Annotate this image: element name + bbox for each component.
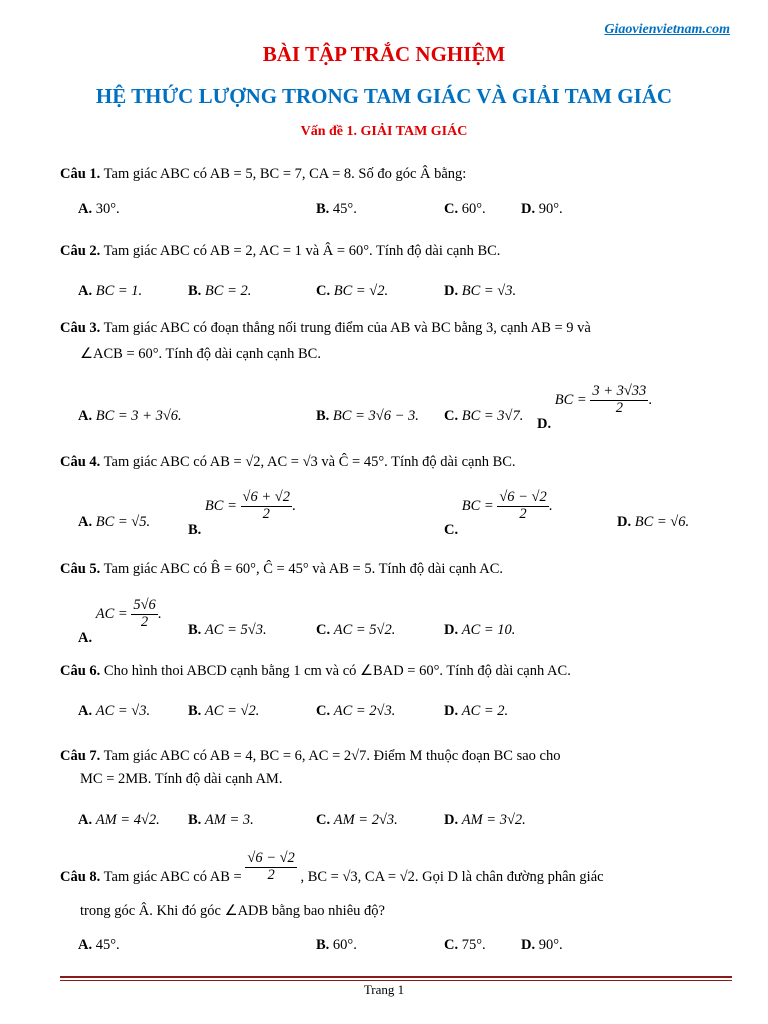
website-link[interactable]: Giaovienvietnam.com [604, 22, 730, 37]
question-4-stem [60, 454, 516, 471]
q1-option-b: B. 45°. [316, 201, 357, 217]
question-7-label: Câu 7. [60, 748, 101, 764]
question-8-text-line2: trong góc Â. Khi đó góc ∠ADB bằng bao nhiêu độ? [80, 903, 385, 919]
question-1-text: Tam giác ABC có AB = 5, BC = 7, CA = 8. Số đo góc Â bằng: [103, 166, 467, 182]
q8-option-a: A. 45°. [78, 937, 120, 953]
q6-option-c: C. AC = 2√3. [316, 703, 396, 719]
question-2-label: Câu 2. [60, 243, 101, 259]
question-8-fraction: $\frac{√6 - √2}{2}$ [247, 850, 295, 883]
page-subtitle: HỆ THỨC LƯỢNG TRONG TAM GIÁC VÀ GIẢI TAM GIÁC [95, 84, 673, 108]
question-7-stem [60, 748, 560, 765]
q4-option-c-fraction: $\frac{√6 - √2}{2}$ [499, 489, 547, 522]
question-3-text-line2: ∠ACB = 60°. Tính độ dài cạnh cạnh BC. [80, 346, 321, 362]
q6-option-b: B. AC = √2. [188, 703, 260, 719]
q2-option-b: B. BC = 2. [188, 283, 252, 299]
q1-option-c: C. 60°. [444, 201, 486, 217]
question-4-label: Câu 4. [60, 454, 101, 470]
q5-option-a: A. AC = $\frac{5√6}{2}$ . [78, 597, 162, 646]
q3-option-d: D. BC = $\frac{3 + 3√33}{2}$ . [537, 383, 652, 432]
q5-option-a-fraction: $\frac{5√6}{2}$ [133, 597, 156, 630]
q8-option-d: D. 90°. [521, 937, 563, 953]
q3-option-b: B. BC = 3√6 − 3. [316, 408, 419, 424]
q7-option-d: D. AM = 3√2. [444, 812, 526, 828]
question-3-stem [60, 320, 732, 337]
q2-option-a: A. BC = 1. [78, 283, 143, 299]
question-8-label: Câu 8. [60, 868, 101, 885]
question-7-text-line2: MC = 2MB. Tính độ dài cạnh AM. [80, 771, 283, 787]
q3-option-c: C. BC = 3√7. [444, 408, 524, 424]
question-5-stem [60, 561, 503, 578]
q5-option-d: D. AC = 10. [444, 622, 516, 638]
q1-option-a: A. 30°. [78, 201, 120, 217]
q3-option-a: A. BC = 3 + 3√6. [78, 408, 182, 424]
question-5-label: Câu 5. [60, 561, 101, 577]
q2-option-c: C. BC = √2. [316, 283, 389, 299]
q8-option-c: C. 75°. [444, 937, 486, 953]
page-title: BÀI TẬP TRẮC NGHIỆM [262, 42, 506, 66]
question-1-label: Câu 1. [60, 166, 101, 182]
page-number: Trang 1 [363, 982, 405, 997]
q1-option-d: D. 90°. [521, 201, 563, 217]
section-heading: Vấn đề 1. GIẢI TAM GIÁC [300, 124, 468, 139]
q5-option-c: C. AC = 5√2. [316, 622, 396, 638]
q3-option-d-fraction: $\frac{3 + 3√33}{2}$ [592, 383, 647, 416]
q4-option-b: B. BC = $\frac{√6 + √2}{2}$ . [188, 489, 296, 538]
question-2-text: Tam giác ABC có AB = 2, AC = 1 và Â = 60°. Tính độ dài cạnh BC. [103, 243, 501, 259]
question-5-text: Tam giác ABC có B̂ = 60°, Ĉ = 45° và AB = 5. Tính độ dài cạnh AC. [103, 561, 504, 577]
q6-option-d: D. AC = 2. [444, 703, 509, 719]
question-6-text: Cho hình thoi ABCD cạnh bằng 1 cm và có ∠BAD = 60°. Tính độ dài cạnh AC. [103, 663, 571, 679]
question-4-text: Tam giác ABC có AB = √2, AC = √3 và Ĉ = 45°. Tính độ dài cạnh BC. [103, 454, 516, 470]
footer-divider [60, 976, 732, 978]
q4-option-c: C. BC = $\frac{√6 - √2}{2}$ . [444, 489, 553, 538]
q4-option-d: D. BC = √6. [617, 514, 690, 530]
question-2-stem [60, 243, 500, 260]
q6-option-a: A. AC = √3. [78, 703, 151, 719]
question-6-label: Câu 6. [60, 663, 101, 679]
q4-option-b-fraction: $\frac{√6 + √2}{2}$ [242, 489, 290, 522]
question-6-stem [60, 663, 571, 680]
question-7-text-line1: Tam giác ABC có AB = 4, BC = 6, AC = 2√7. Điểm M thuộc đoạn BC sao cho [103, 748, 561, 764]
question-3-label: Câu 3. [60, 320, 101, 336]
q8-option-b: B. 60°. [316, 937, 357, 953]
q4-option-a: A. BC = √5. [78, 514, 151, 530]
question-1-stem [60, 166, 466, 183]
q7-option-b: B. AM = 3. [188, 812, 254, 828]
q2-option-d: D. BC = √3. [444, 283, 517, 299]
q7-option-c: C. AM = 2√3. [316, 812, 398, 828]
q5-option-b: B. AC = 5√3. [188, 622, 267, 638]
question-3-text-line1: Tam giác ABC có đoạn thẳng nối trung điểm của AB và BC bằng 3, cạnh AB = 9 và [103, 320, 591, 336]
footer-divider-thin [60, 980, 732, 981]
question-8-stem: Câu 8. Tam giác ABC có AB = $\frac{√6 - √2}{2}$ , BC = √3, CA = √2. Gọi D là chân đường phân giác [60, 850, 604, 885]
q7-option-a: A. AM = 4√2. [78, 812, 160, 828]
